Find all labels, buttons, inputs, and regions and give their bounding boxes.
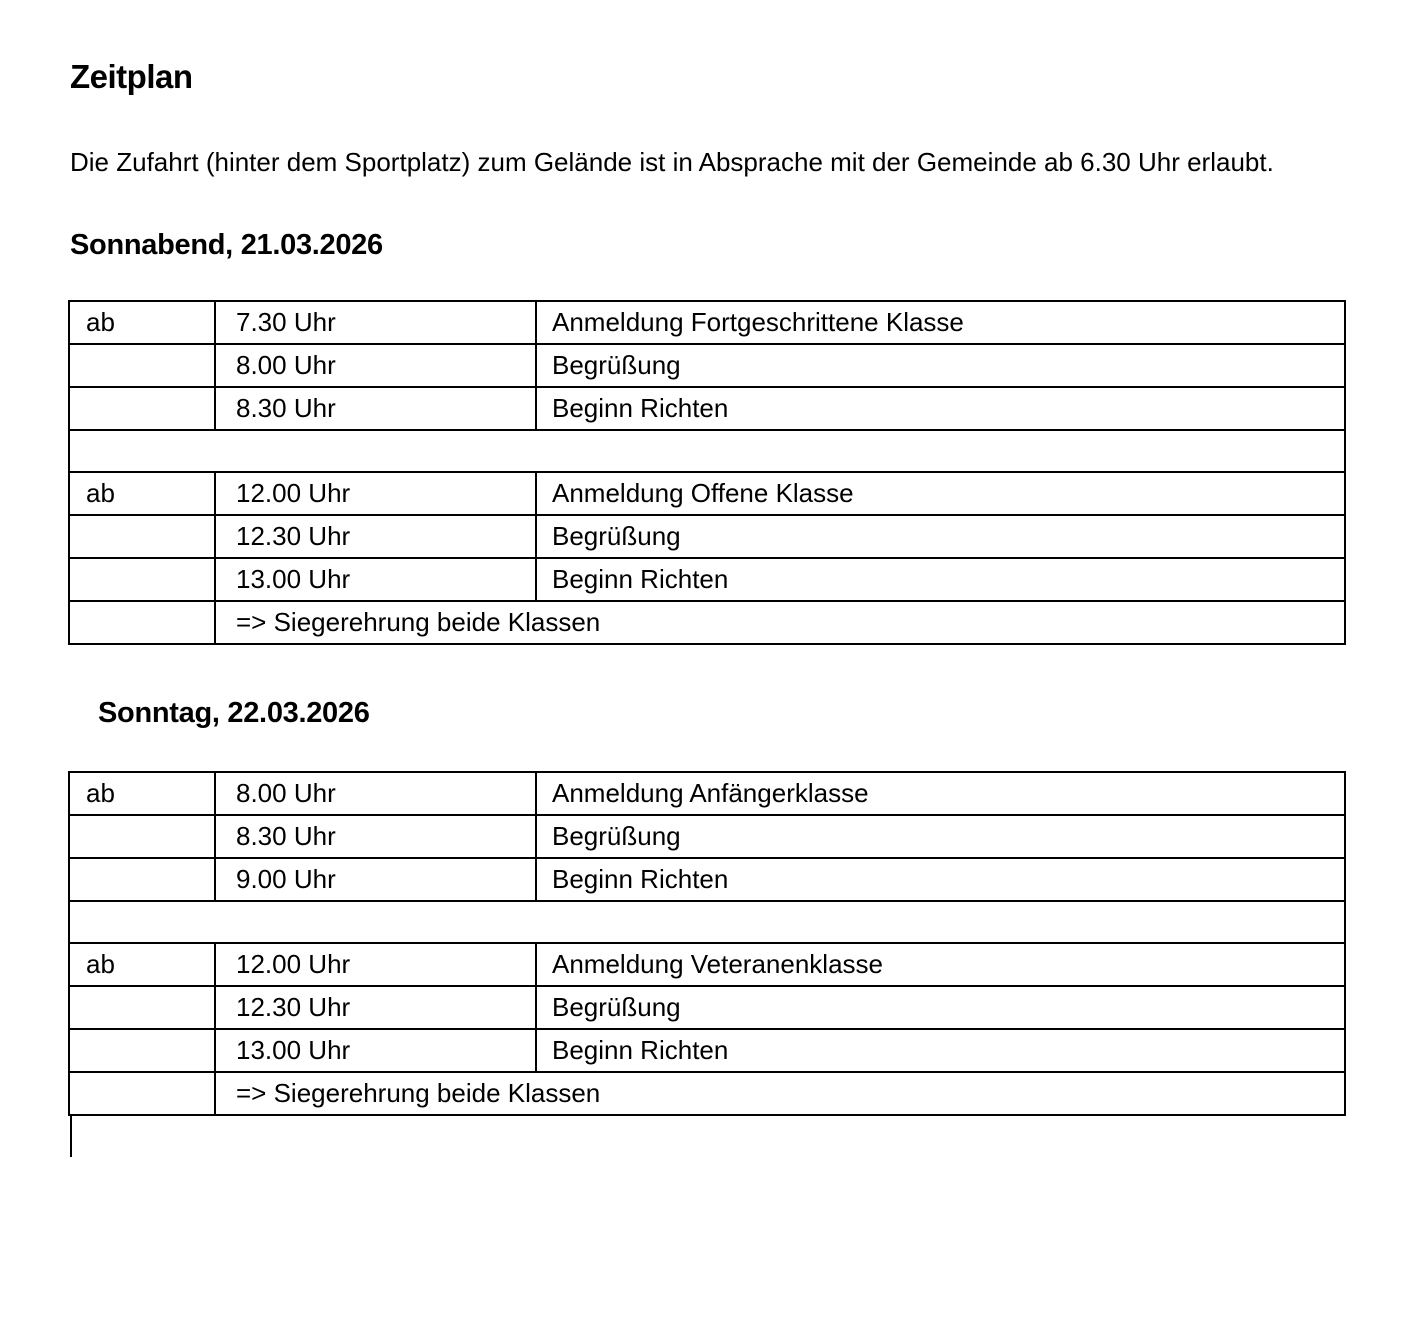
table-row	[69, 387, 1345, 430]
time-cell: 12.30 Uhr	[215, 986, 536, 1029]
page-title: Zeitplan	[70, 58, 193, 95]
prefix-cell	[69, 858, 215, 901]
prefix-cell	[69, 344, 215, 387]
intro-paragraph: Die Zufahrt (hinter dem Sportplatz) zum Gelände ist in Absprache mit der Gemeinde ab 6.30 Uhr erlaubt.	[70, 147, 1274, 178]
table-row	[69, 815, 1345, 858]
table-row	[69, 558, 1345, 601]
time-cell: 12.00 Uhr	[215, 472, 536, 515]
prefix-cell	[69, 601, 215, 644]
event-cell: Anmeldung Veteranenklasse	[536, 943, 1345, 986]
prefix-cell	[69, 815, 215, 858]
award-ceremony-row	[69, 1072, 1345, 1115]
table-row	[69, 858, 1345, 901]
table-row	[69, 515, 1345, 558]
prefix-cell	[69, 986, 215, 1029]
schedule-table-saturday	[68, 300, 1346, 645]
table-row	[69, 986, 1345, 1029]
prefix-cell: ab	[69, 772, 215, 815]
event-cell: Anmeldung Anfängerklasse	[536, 772, 1345, 815]
event-cell: Beginn Richten	[536, 558, 1345, 601]
table-row	[69, 772, 1345, 815]
prefix-cell	[69, 515, 215, 558]
time-cell: 12.30 Uhr	[215, 515, 536, 558]
prefix-cell: ab	[69, 301, 215, 344]
time-cell: 8.00 Uhr	[215, 772, 536, 815]
table-row	[69, 943, 1345, 986]
time-cell: 9.00 Uhr	[215, 858, 536, 901]
schedule-table-sunday	[68, 771, 1346, 1116]
event-cell: Begrüßung	[536, 815, 1345, 858]
prefix-cell	[69, 1029, 215, 1072]
event-cell: Anmeldung Offene Klasse	[536, 472, 1345, 515]
time-cell: 8.30 Uhr	[215, 815, 536, 858]
event-cell: Anmeldung Fortgeschrittene Klasse	[536, 301, 1345, 344]
prefix-cell: ab	[69, 943, 215, 986]
empty-spacer-row	[69, 430, 1345, 472]
prefix-cell	[69, 387, 215, 430]
time-cell: 8.00 Uhr	[215, 344, 536, 387]
table-row	[69, 344, 1345, 387]
time-cell: 13.00 Uhr	[215, 558, 536, 601]
empty-cell	[69, 901, 1345, 943]
text-cursor	[70, 1116, 72, 1157]
award-ceremony-row	[69, 601, 1345, 644]
event-cell: Beginn Richten	[536, 1029, 1345, 1072]
time-cell: 8.30 Uhr	[215, 387, 536, 430]
time-cell: 12.00 Uhr	[215, 943, 536, 986]
time-cell: 13.00 Uhr	[215, 1029, 536, 1072]
prefix-cell: ab	[69, 472, 215, 515]
table-row	[69, 472, 1345, 515]
award-ceremony-cell: => Siegerehrung beide Klassen	[215, 1072, 1345, 1115]
event-cell: Begrüßung	[536, 344, 1345, 387]
empty-cell	[69, 430, 1345, 472]
table-row	[69, 1029, 1345, 1072]
empty-spacer-row	[69, 901, 1345, 943]
event-cell: Beginn Richten	[536, 858, 1345, 901]
event-cell: Beginn Richten	[536, 387, 1345, 430]
prefix-cell	[69, 558, 215, 601]
section-heading-sunday: Sonntag, 22.03.2026	[98, 696, 370, 729]
event-cell: Begrüßung	[536, 986, 1345, 1029]
table-row	[69, 301, 1345, 344]
event-cell: Begrüßung	[536, 515, 1345, 558]
award-ceremony-cell: => Siegerehrung beide Klassen	[215, 601, 1345, 644]
time-cell: 7.30 Uhr	[215, 301, 536, 344]
prefix-cell	[69, 1072, 215, 1115]
section-heading-saturday: Sonnabend, 21.03.2026	[70, 229, 383, 262]
